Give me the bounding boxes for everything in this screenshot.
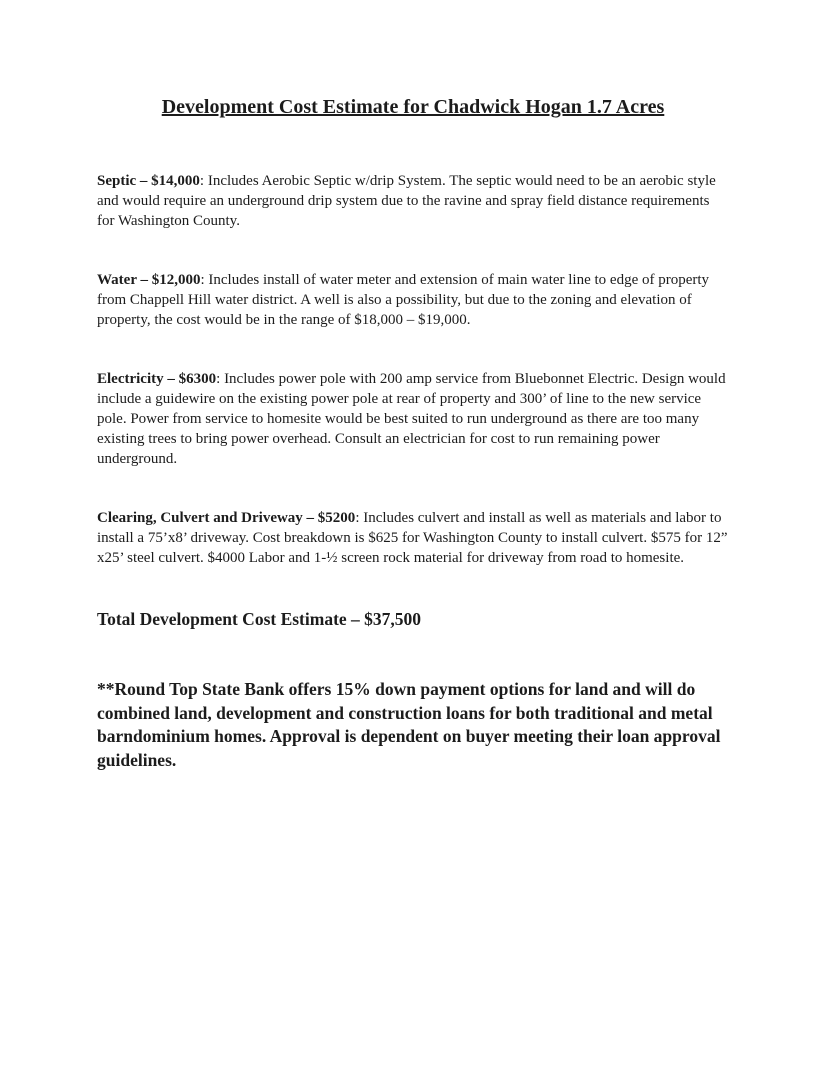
- septic-separator: :: [199, 173, 208, 189]
- total-estimate: Total Development Cost Estimate – $37,500: [97, 609, 422, 629]
- clearing-heading: Clearing, Culvert and Driveway – $5200: [97, 510, 356, 526]
- document-title: Development Cost Estimate for Chadwick Hogan 1.7 Acres: [161, 96, 665, 118]
- electricity-body: Includes power pole with 200 amp service from Bluebonnet Electric. Design would include a guidewire on the existing power pole at rear of property and 300’ of line to the new service pole. Power from service to homesite would be best suited to run underground as there are too many existing trees to bring power overhead. Consult an electrician for cost to run remaining power underground.: [97, 371, 726, 467]
- cost-section-septic: [97, 171, 729, 231]
- cost-section-electricity: [97, 369, 729, 469]
- clearing-separator: :: [355, 510, 364, 526]
- water-heading: Water – $12,000: [97, 272, 201, 288]
- septic-heading: Septic – $14,000: [97, 173, 200, 189]
- electricity-heading: Electricity – $6300: [97, 371, 217, 387]
- cost-section-clearing-culvert-driveway: [97, 508, 729, 568]
- water-separator: :: [200, 272, 209, 288]
- septic-body: Includes Aerobic Septic w/drip System. The septic would need to be an aerobic style and would require an underground drip system due to the ravine and spray field distance requirements for Washington County.: [97, 173, 716, 229]
- electricity-separator: :: [216, 371, 225, 387]
- water-body: Includes install of water meter and extension of main water line to edge of property from Chappell Hill water district. A well is also a possibility, but due to the zoning and elevation of property, the cost would be in the range of $18,000 – $19,000.: [97, 272, 710, 328]
- clearing-body: Includes culvert and install as well as materials and labor to install a 75’x8’ driveway. Cost breakdown is $625 for Washington County to install culvert. $575 for 12” x25’ steel culvert. $4000 Labor and 1-½ screen rock material for driveway from road to homesite.: [97, 510, 728, 566]
- financing-note: **Round Top State Bank offers 15% down payment options for land and will do combined land, development and construction loans for both traditional and metal barndominium homes. Approval is dependent on buyer meeting their loan approval guidelines.: [97, 679, 721, 770]
- cost-section-water: [97, 270, 729, 330]
